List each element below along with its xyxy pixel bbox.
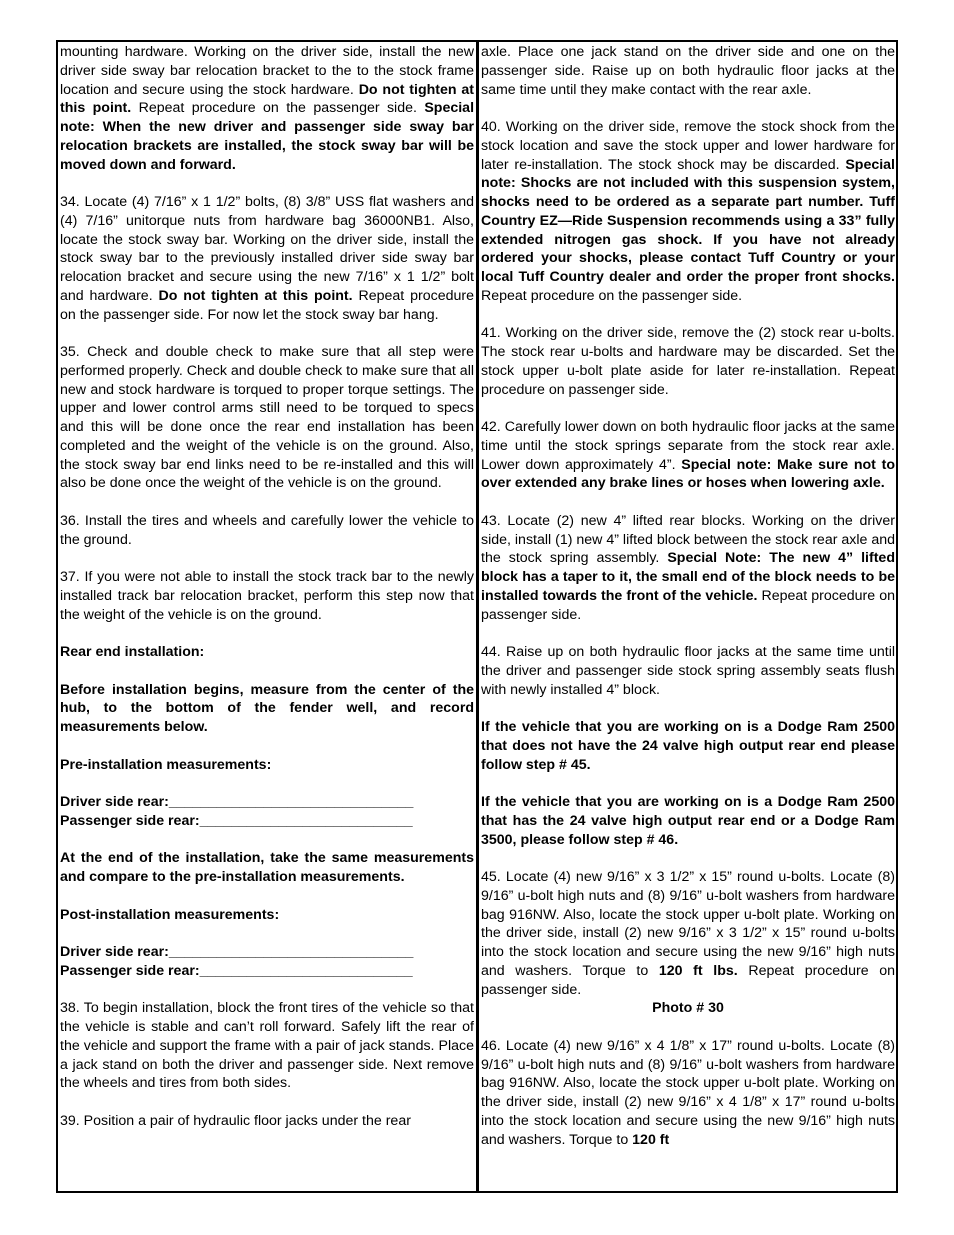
page-frame <box>56 40 898 1193</box>
post-driver-side-line: Driver side rear:_______________________________ <box>60 944 414 960</box>
step-39-continued: axle. Place one jack stand on the driver side and one on the passenger side. Raise up on both hydraulic floor jacks at the same time until they make contact with the rear axle. <box>481 44 895 98</box>
step-41: 41. Working on the driver side, remove the (2) stock rear u-bolts. The stock rear u-bolts and hardware may be discarded. Set the stock upper u-bolt plate aside for later re-installation. Repeat procedure on passenger side. <box>481 325 895 398</box>
condition-step-46: If the vehicle that you are working on is a Dodge Ram 2500 that has the 24 valve high output rear end or a Dodge Ram 3500, please follow step # 46. <box>481 794 895 848</box>
left-column <box>58 42 476 1191</box>
step-44: 44. Raise up on both hydraulic floor jacks at the same time until the driver and passenger side stock spring assembly seats flush with newly installed 4” block. <box>481 644 895 698</box>
photo-caption: Photo # 30 <box>652 1000 724 1017</box>
rear-end-heading: Rear end installation: <box>60 644 205 660</box>
before-installation-note: Before installation begins, measure from the center of the hub, to the bottom of the fender well, and record measurements below. <box>60 681 474 735</box>
pre-driver-side-line: Driver side rear:_______________________________ <box>60 794 414 810</box>
end-of-installation-note: At the end of the installation, take the same measurements and compare to the pre-installation measurements. <box>60 850 474 885</box>
step-43: 43. Locate (2) new 4” lifted rear blocks. Working on the driver side, install (1) new 4” lifted block between the stock rear axle and the stock spring assembly. Special Note: The new 4” lifted block has a taper to it, the small end of the block needs to be installed towards the front of the vehicle. Repeat procedure on passenger side. <box>481 512 896 623</box>
step-45: 45. Locate (4) new 9/16” x 3 1/2” x 15” round u-bolts. Locate (8) 9/16” u-bolt high nuts and (8) 9/16” u-bolt washers from hardware bag 916NW. Also, locate the stock upper u-bolt plate. Working on the driver side, install (2) new 9/16” x 3 1/2” x 15” round u-bolts into the stock location and secure using the new 9/16” high nuts and washers. Torque to 120 ft lbs. Repeat procedure on passenger side. <box>481 869 895 998</box>
step-34: 34. Locate (4) 7/16” x 1 1/2” bolts, (8) 3/8” USS flat washers and (4) 7/16” unitorque nuts from hardware bag 36000NB1. Also, locate the stock sway bar. Working on the driver side, install the stock sway bar to the previously installed driver side sway bar relocation bracket and secure using the new 7/16” x 1 1/2” bolt and hardware. Do not tighten at this point. Repeat procedure on the passenger side. For now let the stock sway bar hang. <box>60 194 474 323</box>
condition-step-45: If the vehicle that you are working on is a Dodge Ram 2500 that does not have the 24 valve high output rear end please follow step # 45. <box>481 719 895 773</box>
post-passenger-side-line: Passenger side rear:___________________________ <box>60 962 413 979</box>
pre-passenger-side-line: Passenger side rear:___________________________ <box>60 812 413 829</box>
right-column <box>479 42 896 1191</box>
post-installation-heading: Post-installation measurements: <box>60 906 280 923</box>
step-37: 37. If you were not able to install the stock track bar to the newly installed track bar relocation bracket, perform this step now that the weight of the vehicle is on the ground. <box>60 569 474 623</box>
step-35: 35. Check and double check to make sure that all step were performed properly. Check and double check to make sure that all new and stock hardware is torqued to proper torque settings. The upper and lower control arms still need to be torqued to specs and this will be done once the rear end installation has been completed and the weight of the vehicle is on the ground. Also, the stock sway bar end links need to be re-installed and this will also be done once the weight of the vehicle is on the ground. <box>60 344 474 492</box>
step-42: 42. Carefully lower down on both hydraulic floor jacks at the same time until the stock springs separate from the stock rear axle. Lower down approximately 4”. Special note: Make sure not to over extended any brake lines or hoses when lowering axle. <box>481 419 895 492</box>
step-40: 40. Working on the driver side, remove the stock shock from the stock location and save the stock upper and lower hardware for later re-installation. The stock shock may be discarded. Special note: Shocks are not included with this suspension system, shocks need to be ordered as a separate part number. Tuff Country EZ—Ride Suspension recommends using a 33” fully extended nitrogen gas shock. If you have not already ordered your shocks, please contact Tuff Country or your local Tuff Country dealer and order the proper front shocks. Repeat procedure on the passenger side. <box>481 119 895 304</box>
pre-installation-heading: Pre-installation measurements: <box>60 756 272 773</box>
step-33-continued: mounting hardware. Working on the driver side, install the new driver side sway bar relocation bracket to the to the stock frame location and secure using the stock hardware. Do not tighten at this point. Repeat procedure on the passenger side. Special note: When the new driver and passenger side sway bar relocation brackets are installed, the stock sway bar will be moved down and forward. <box>60 44 475 173</box>
step-39: 39. Position a pair of hydraulic floor jacks under the rear <box>60 1112 411 1129</box>
step-36: 36. Install the tires and wheels and carefully lower the vehicle to the ground. <box>60 512 474 548</box>
step-46: 46. Locate (4) new 9/16” x 4 1/8” x 17” round u-bolts. Locate (8) 9/16” u-bolt high nuts and (8) 9/16” u-bolt washers from hardware bag 916NW. Also, locate the stock upper u-bolt plate. Working on the driver side, install (2) new 9/16” x 4 1/8” x 17” round u-bolts into the stock location and secure using the new 9/16” high nuts and washers. Torque to 120 ft <box>481 1037 895 1148</box>
step-38: 38. To begin installation, block the front tires of the vehicle so that the vehicle is stable and can’t roll forward. Safely lift the rear of the vehicle and support the frame with a pair of jack stands. Place a jack stand on both the driver and passenger side. Next remove the wheels and tires from both sides. <box>60 1000 474 1092</box>
